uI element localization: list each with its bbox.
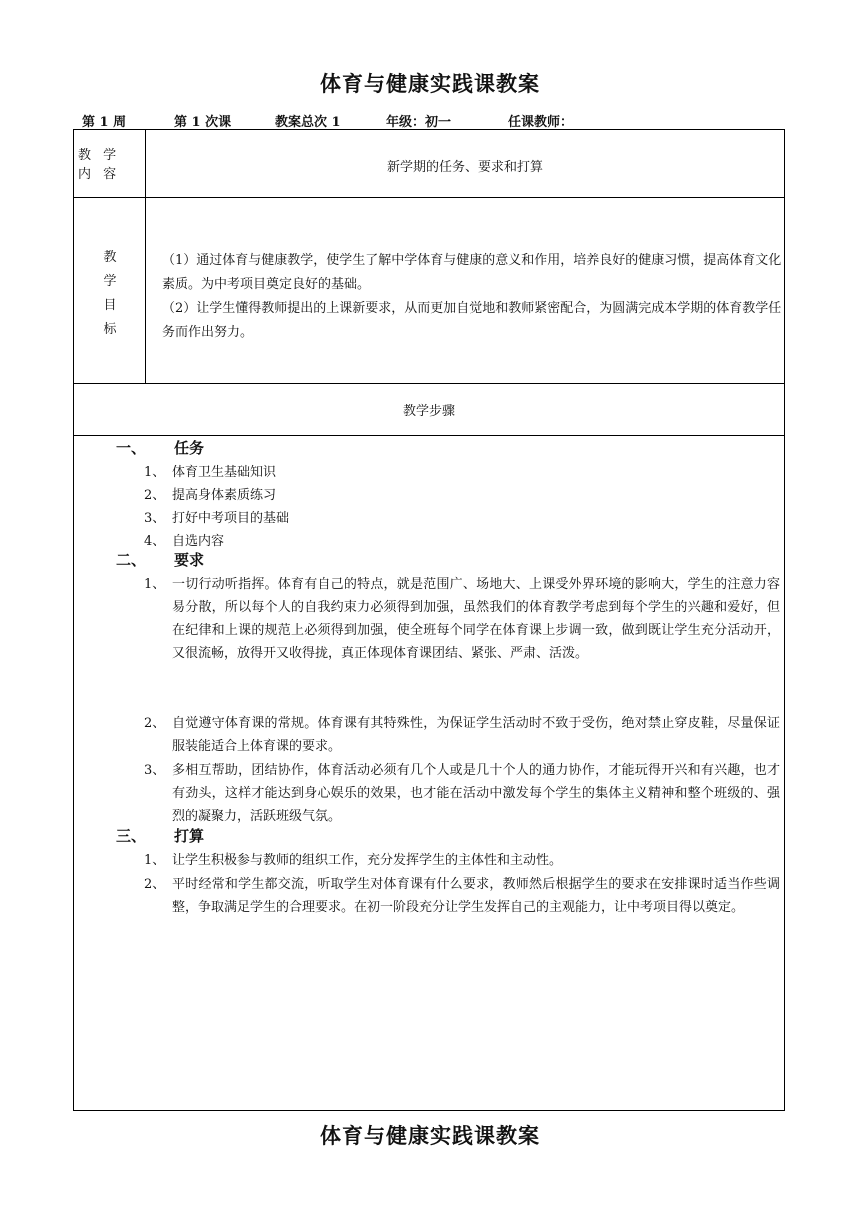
section-title: 要求: [174, 551, 205, 569]
item-text: 一切行动听指挥。体育有自己的特点，就是范围广、场地大、上课受外界环境的影响大，学生的注意力容易分散，所以每个人的自我约束力必须得到加强，虽然我们的体育教学考虑到每个学生的兴趣和爱好，但在纪律和上课的规范上必须得到加强，使全班每个同学在体育课上步调一致，做到既让学生充分活动开，又很流畅，放得开又收得拢，真正体现体育课团结、紧张、严肃、活泼。: [172, 577, 780, 661]
item-text: 让学生积极参与教师的组织工作，充分发挥学生的主体性和主动性。: [172, 853, 563, 868]
section-heading: [116, 825, 204, 846]
goals-label-char: 目: [103, 298, 117, 313]
teacher-label: 任课教师：: [508, 115, 574, 130]
steps-heading-row: [74, 383, 784, 436]
item-text: 多相互帮助，团结协作，体育活动必须有几个人或是几十个人的通力协作，才能玩得开兴和有兴趣，也才有劲头，这样才能达到身心娱乐的效果，也才能在活动中激发每个学生的集体主义精神和整个班级的、强烈的凝聚力，活跃班级气氛。: [172, 763, 780, 824]
total-lessons-label: 教案总次 1: [275, 115, 341, 130]
content-label: 教 学 内 容: [78, 148, 121, 182]
section-number: 一、: [116, 439, 147, 457]
section-number: 二、: [116, 551, 147, 569]
goals-label-char: 教: [103, 250, 117, 265]
goals-label: [101, 246, 119, 342]
goals-row: [74, 197, 784, 384]
item-text: 提高身体素质练习: [172, 488, 277, 503]
item-number: 2、: [144, 716, 166, 731]
column-divider: [145, 197, 146, 383]
goals-label-char: 学: [103, 274, 117, 289]
content-value: 新学期的任务、要求和打算: [386, 160, 543, 175]
steps-heading: 教学步骤: [402, 404, 455, 419]
lesson-plan-table: [73, 129, 785, 1111]
content-row: [74, 130, 784, 198]
section-title: 打算: [174, 827, 205, 845]
item-number: 4、: [144, 534, 166, 549]
item-text: 打好中考项目的基础: [172, 511, 290, 526]
item-text: 自觉遵守体育课的常规。体育课有其特殊性，为保证学生活动时不致于受伤，绝对禁止穿皮鞋，尽量保证服装能适合上体育课的要求。: [172, 716, 780, 754]
item-number: 3、: [144, 763, 166, 778]
lesson-number-label: 第 1 次课: [174, 115, 232, 130]
section-title: 任务: [174, 439, 205, 457]
page-title: 体育与健康实践课教案: [320, 71, 540, 96]
goal-1: （1）通过体育与健康教学，使学生了解中学体育与健康的意义和作用，培养良好的健康习惯，提高体育文化素质。为中考项目奠定良好的基础。: [162, 253, 782, 292]
grade-label: 年级：初一: [386, 115, 452, 130]
section-heading: [116, 549, 204, 570]
item-text: 平时经常和学生都交流，听取学生对体育课有什么要求，教师然后根据学生的要求在安排课时适当作些调整，争取满足学生的合理要求。在初一阶段充分让学生发挥自己的主观能力，让中考项目得以奠定。: [172, 877, 780, 915]
item-text: 自选内容: [172, 534, 225, 549]
item-number: 1、: [144, 465, 166, 480]
item-number: 2、: [144, 488, 166, 503]
next-page-title: 体育与健康实践课教案: [320, 1123, 540, 1148]
item-text: 体育卫生基础知识: [172, 465, 277, 480]
goals-label-char: 标: [103, 322, 117, 337]
section-heading: [116, 437, 204, 458]
item-number: 3、: [144, 511, 166, 526]
section-number: 三、: [116, 827, 147, 845]
goal-2: （2）让学生懂得教师提出的上课新要求，从而更加自觉地和教师紧密配合，为圆满完成本学期的体育教学任务而作出努力。: [162, 301, 782, 340]
item-number: 2、: [144, 877, 166, 892]
week-label: 第 1 周: [82, 115, 127, 130]
item-number: 1、: [144, 577, 166, 592]
item-number: 1、: [144, 853, 166, 868]
